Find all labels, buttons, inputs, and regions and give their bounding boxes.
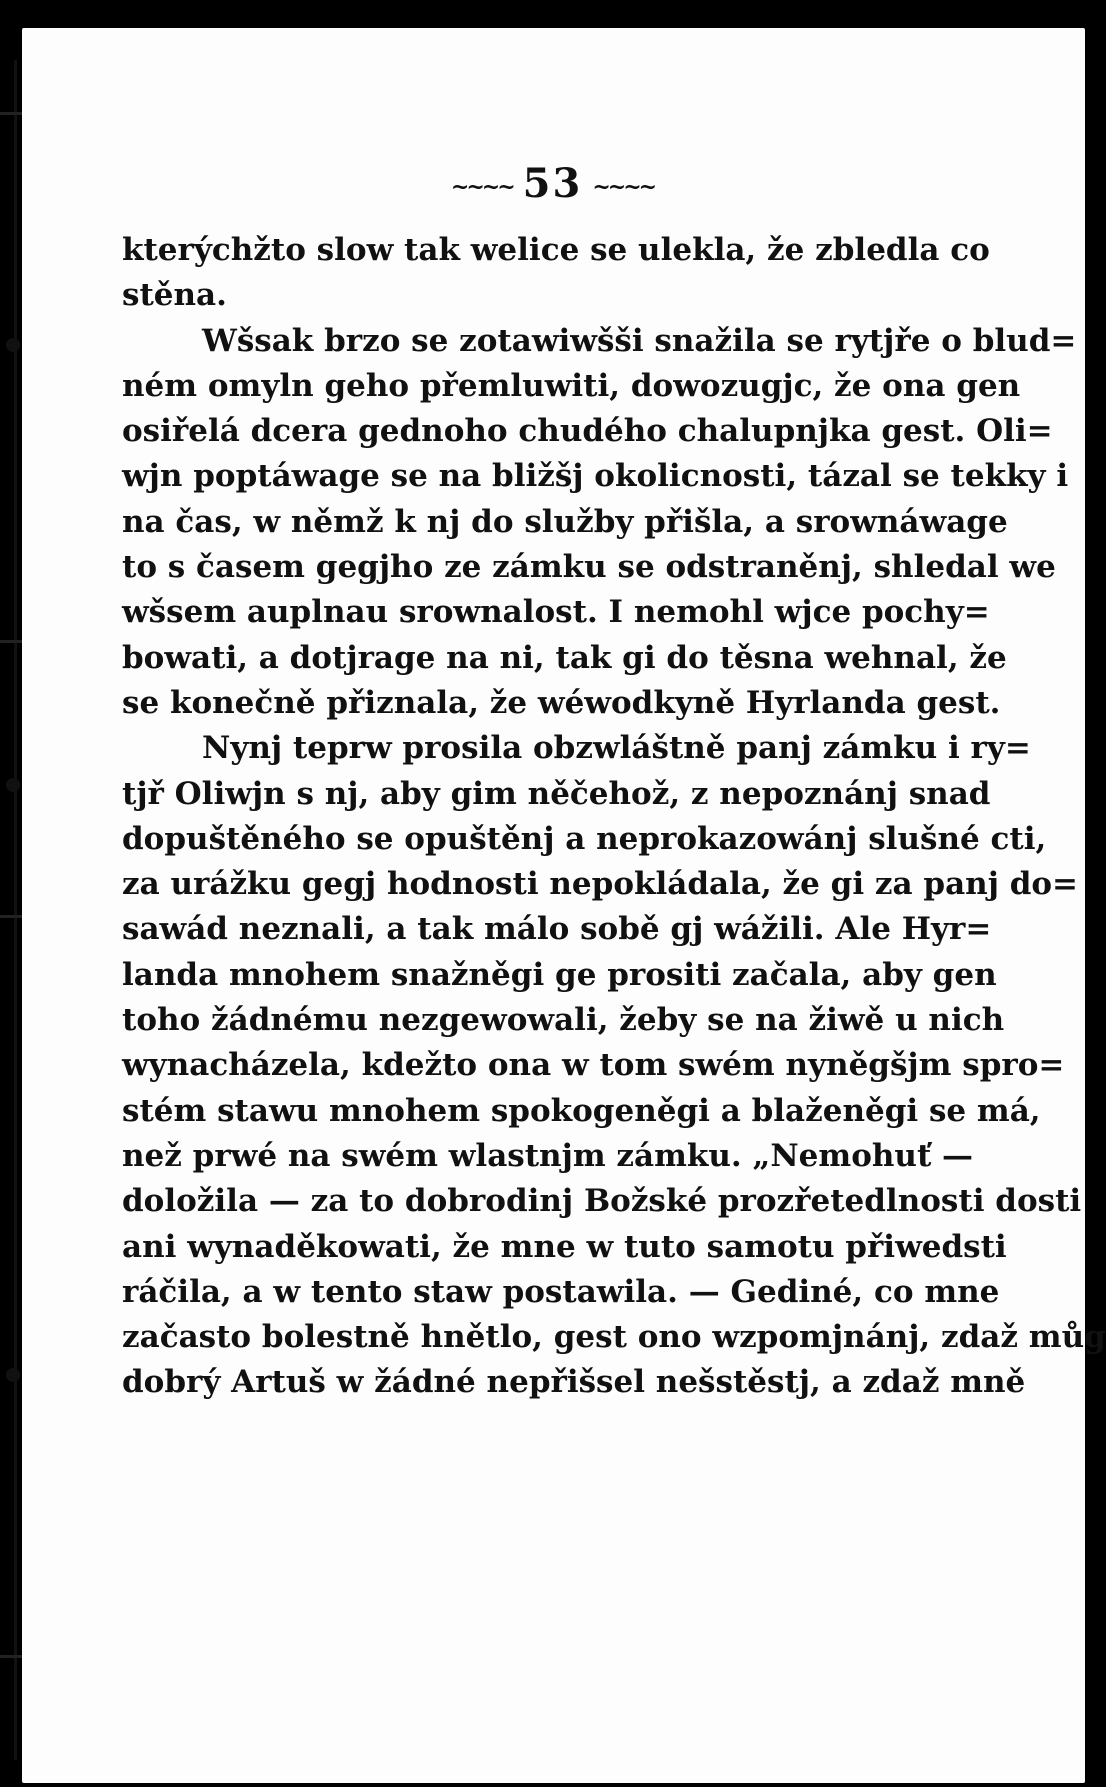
text-line: landa mnohem snažněgi ge prositi začala, aby gen [122,956,997,993]
text-line: ani wynaděkowati, že mne w tuto samotu přiwedsti [122,1228,1007,1265]
binding-dot [6,338,20,352]
text-line: stěna. [122,277,227,314]
text-line: než prwé na swém wlastnjm zámku. „Nemohuť — [122,1137,974,1174]
text-line: toho žádnému nezgewowali, žeby se na žiwě u nich [122,1002,1005,1039]
body-text [122,228,1106,1406]
text-line: ráčila, a w tento staw postawila. — Gediné, co mne [122,1273,1000,1310]
text-line: wšsem auplnau srownalost. I nemohl wjce pochy= [122,594,990,631]
text-line: ném omyln geho přemluwiti, dowozugjc, že ona gen [122,367,1021,404]
text-line: bowati, a dotjrage na ni, tak gi do těsna wehnal, že [122,639,1007,676]
page-number: 53 [522,160,583,207]
text-line: to s časem gegjho ze zámku se odstraněnj, shledal we [122,549,1056,586]
text-line: tjř Oliwjn s nj, aby gim něčehož, z nepoznánj snad [122,775,991,812]
binding-edge-line [14,60,17,1760]
text-line: stém stawu mnohem spokogeněgi a blaženěgi se má, [122,1092,1041,1129]
text-line: Nynj teprw prosila obzwláštně panj zámku i ry= [202,730,1031,767]
text-line: doložila — za to dobrodinj Božské prozřetedlnosti dosti [122,1183,1082,1220]
text-line: za urážku gegj hodnosti nepokládala, že gi za panj do= [122,866,1079,903]
text-line: se konečně přiznala, že wéwodkyně Hyrlanda gest. [122,684,1001,721]
text-line: dobrý Artuš w žádné nepřišsel nešstěstj, a zdaž mně [122,1364,1026,1401]
text-line: dopuštěného se opuštěnj a neprokazowánj slušné cti, [122,820,1047,857]
text-line: na čas, w němž k nj do služby přišla, a srownáwage [122,503,1008,540]
ornament-left: ~~~~ [450,174,513,200]
ornament-right: ~~~~ [592,174,655,200]
text-line: wynacházela, kdežto ona w tom swém nyněgšjm spro= [122,1047,1065,1084]
text-line: osiřelá dcera gednoho chudého chalupnjka gest. Oli= [122,413,1053,450]
running-head [0,160,1105,207]
text-line: kterýchžto slow tak welice se ulekla, že zbledla co [122,232,990,268]
text-line: Wšsak brzo se zotawiwšši snažila se rytjře o blud= [202,322,1077,359]
binding-dot [6,1368,20,1382]
text-line: sawád neznali, a tak málo sobě gj wážili. Ale Hyr= [122,911,992,948]
text-line: wjn poptáwage se na bližšj okolicnosti, tázal se tekky i [122,458,1069,495]
text-line: začasto bolestně hnětlo, gest ono wzpomjnánj, zdaž můg [122,1319,1106,1356]
binding-dot [6,778,20,792]
